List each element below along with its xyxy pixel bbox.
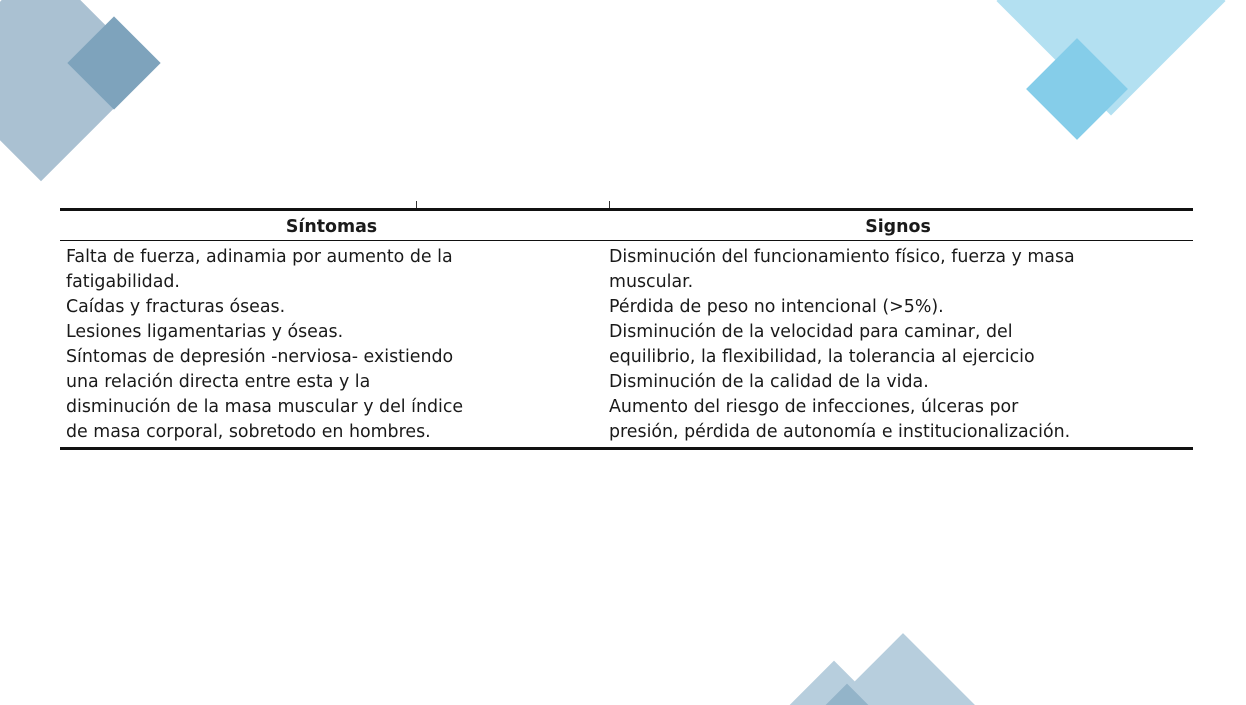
signos-line: Disminución de la calidad de la vida. [609,372,929,392]
signos-line: Disminución de la velocidad para caminar, del [609,322,1013,342]
header-sintomas: Síntomas [60,210,603,241]
signos-line: Pérdida de peso no intencional (>5%). [609,297,944,317]
table-header-row [60,210,1193,241]
table-row [60,241,1193,449]
sintomas-line: Falta de fuerza, adinamia por aumento de la [66,247,453,267]
sintomas-line: disminución de la masa muscular y del índice [66,397,464,417]
sintomas-line: de masa corporal, sobretodo en hombres. [66,422,431,442]
sintomas-line: fatigabilidad. [66,272,180,292]
signos-line: presión, pérdida de autonomía e institucionalización. [609,422,1071,442]
sintomas-cell [60,241,603,449]
sintomas-line: Síntomas de depresión -nerviosa- existiendo [66,347,454,367]
header-signos: Signos [603,210,1193,241]
signos-line: muscular. [609,272,694,292]
symptoms-signs-table [60,208,1193,450]
sintomas-line: una relación directa entre esta y la [66,372,371,392]
table-tick-mark [609,201,610,208]
sintomas-line: Lesiones ligamentarias y óseas. [66,322,344,342]
table-tick-mark [416,201,417,208]
signos-line: Aumento del riesgo de infecciones, úlceras por [609,397,1019,417]
sintomas-line: Caídas y fracturas óseas. [66,297,286,317]
signos-line: Disminución del funcionamiento físico, fuerza y masa [609,247,1075,267]
signos-cell [603,241,1193,449]
signos-line: equilibrio, la flexibilidad, la tolerancia al ejercicio [609,347,1035,367]
